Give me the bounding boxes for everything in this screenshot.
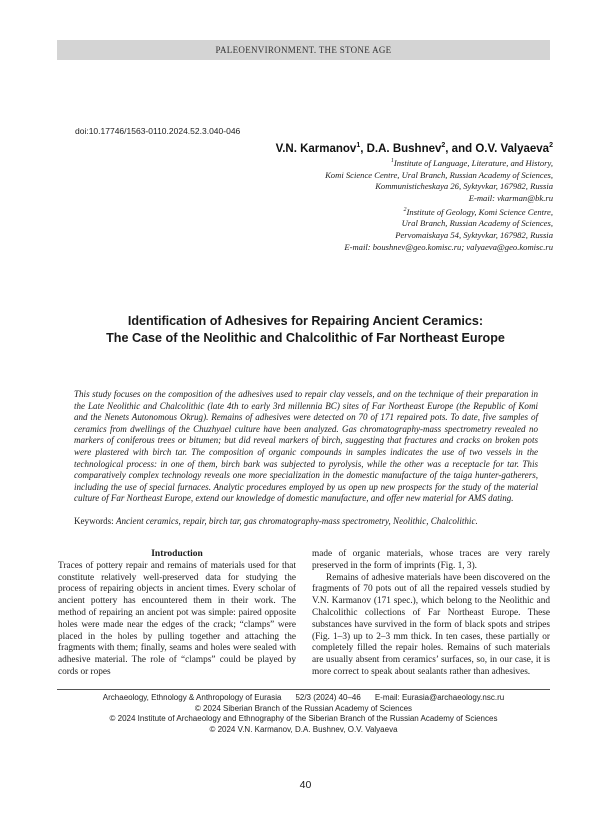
title-line-2: The Case of the Neolithic and Chalcolithic of Far Northeast Europe [106,331,505,345]
doi[interactable]: doi:10.17746/1563-0110.2024.52.3.040-046 [75,126,241,136]
copyright-2: © 2024 Institute of Archaeology and Ethnography of the Siberian Branch of the Russian Academy of Sciences [109,714,498,724]
affiliation-2-line-3: Pervomaiskaya 54, Syktyvkar, 167982, Russia [395,229,553,240]
affiliation-2-line-2: Ural Branch, Russian Academy of Sciences, [401,218,553,229]
affiliation-2-line-1: $^2$Institute of Geology, Komi Science Centre, [403,206,553,217]
right-paragraph-2: Remains of adhesive materials have been discovered on the fragments of 70 pots out of all the repaired vessels studied by V.N. Karmanov (171 spec.), which belong to the Neolithic and Chalcolithic collections of Far Northeast Europe. These substances have survived in the form of black spots and stripes (Fig. 1–3) up to 2–3 mm thick. In ten cases, these partially or completely filled the repair holes. Remains of such materials are usually absent from ceramics’ surfaces, so, in our case, it is more correct to speak about sealants rather than adhesives. [312,572,550,677]
journal-email[interactable]: E-mail: Eurasia@archaeology.nsc.ru [374,693,505,702]
page-number: 40 [299,779,312,791]
paper-title [40,313,571,347]
author-3: O.V. Valyaeva [475,142,550,155]
copyright-1: © 2024 Siberian Branch of the Russian Academy of Sciences [194,703,413,713]
affiliations [193,156,553,253]
abstract: This study focuses on the composition of the adhesives used to repair clay vessels, and on the technique of their preparation in the Late Neolithic and Chalcolithic (late 4th to early 3rd millennia BC) sites of Far Northeast Europe (the Republic of Komi and the Nenets Autonomous Okrug). Remains of adhesives were detected on 70 of 171 repaired pots. To date, five samples of ceramics from dwellings of the Chuzhyael culture have been analyzed. Gas chromatography-mass spectrometry revealed no markers of coniferous trees or bitumen; but did reveal markers of birch, suggesting that fractures and cracks on broken pots were plastered with birch tar. The composition of organic compounds in samples indicates the use of two vessels in the technological process: in one of them, birch bark was subjected to pyrolysis, while the other was a receptacle for tar. This comparatively complex technology reveals one more specialization in the domestic manufacture of the taiga hunter-gatherers, including the use of special furnaces. Analytic procedures employed by us open up new prospects for the study of the material culture of Far Northeast Europe, extend our knowledge of domestic manufacture, and offer new material for AMS dating. [74,389,538,504]
footer [57,693,550,736]
affiliation-1-line-2: Komi Science Centre, Ural Branch, Russian Academy of Sciences, [325,169,553,180]
footer-divider [57,689,550,690]
keywords-values: Ancient ceramics, repair, birch tar, gas chromatography-mass spectrometry, Neolithic, Chalcolithic. [115,516,478,526]
right-paragraph-1: made of organic materials, whose traces are very rarely preserved in the form of imprints (Fig. 1, 3). [312,549,550,571]
right-column [312,549,550,679]
introduction-heading: Introduction [151,549,203,559]
affiliation-1-line-3: Kommunisticheskaya 26, Syktyvkar, 167982, Russia [375,181,553,192]
journal-issue: 52/3 (2024) 40–46 [295,693,361,702]
left-paragraph: Traces of pottery repair and remains of materials used for that constitute relatively well-preserved data for studying the process of repairing objects in ancient times. Every scholar of ancient pottery has encountered them in their work. The method of repairing an ancient pot was simple: paired opposite holes were made near the edges of the crack; “clamps” were placed in the holes by pulling together and attaching the fragments with them; finally, seams and holes were sealed with adhesive material. The role of “clamps” could be played by cords or ropes [58,560,296,677]
affiliation-1-line-1: $^1$Institute of Language, Literature, and History, [390,157,553,168]
author-1: V.N. Karmanov [275,142,357,155]
affiliation-1-email[interactable]: E-mail: vkarman@bk.ru [468,192,553,203]
copyright-3: © 2024 V.N. Karmanov, D.A. Bushnev, O.V. Valyaeva [209,725,398,735]
keywords [74,515,554,527]
section-title: PALEOENVIRONMENT. THE STONE AGE [215,45,392,55]
authors: V.N. Karmanov$^1$, D.A. Bushnev$^2$, and O.V. Valyaeva$^2$ [275,142,553,155]
journal-name: Archaeology, Ethnology & Anthropology of Eurasia [102,693,282,702]
affiliation-2-email[interactable]: E-mail: boushnev@geo.komisc.ru; valyaeva@geo.komisc.ru [344,241,553,252]
footer-journal-line [57,693,550,704]
keywords-label: Keywords: [74,516,116,526]
running-header [57,40,550,60]
title-line-1: Identification of Adhesives for Repairing Ancient Ceramics: [127,314,484,328]
author-2: D.A. Bushnev [366,142,442,155]
left-column [58,549,296,679]
